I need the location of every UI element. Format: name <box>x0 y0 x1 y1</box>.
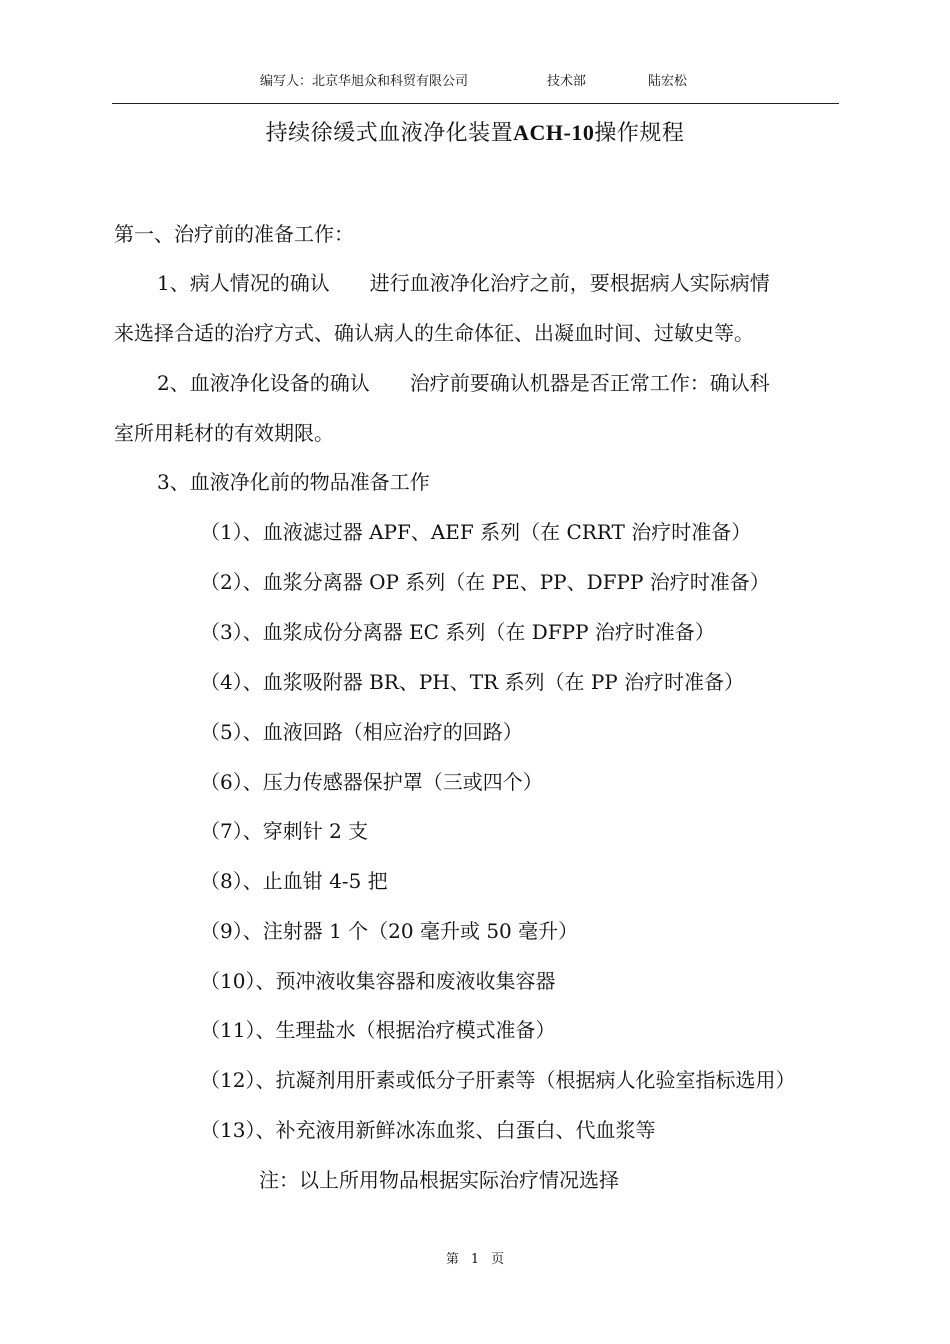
list-item: （13）、补充液用新鲜冰冻血浆、白蛋白、代血浆等 <box>200 1118 656 1142</box>
page-number: 1 <box>470 1252 480 1267</box>
list-item: （2）、血浆分离器 OP 系列（在 PE、PP、DFPP 治疗时准备） <box>200 570 770 594</box>
note: 注：以上所用物品根据实际治疗情况选择 <box>259 1168 619 1192</box>
section1-heading: 第一、治疗前的准备工作： <box>114 222 354 246</box>
footer-prefix: 第 <box>445 1252 459 1267</box>
title-suffix: 操作规程 <box>594 121 685 146</box>
list-item: （1）、血液滤过器 APF、AEF 系列（在 CRRT 治疗时准备） <box>200 520 752 544</box>
item2-line2: 室所用耗材的有效期限。 <box>114 421 334 445</box>
item1-line1: 1、病人情况的确认 进行血液净化治疗之前，要根据病人实际病情 <box>157 271 770 295</box>
list-item: （4）、血浆吸附器 BR、PH、TR 系列（在 PP 治疗时准备） <box>200 670 745 694</box>
document-title <box>0 116 950 147</box>
footer-suffix: 页 <box>491 1252 505 1267</box>
list-item: （7）、穿刺针 2 支 <box>200 819 369 843</box>
list-item: （8）、止血钳 4-5 把 <box>200 869 388 893</box>
list-item: （9）、注射器 1 个（20 毫升或 50 毫升） <box>200 919 579 943</box>
header-rule <box>112 103 839 104</box>
list-item: （5）、血液回路（相应治疗的回路） <box>200 720 523 744</box>
page-header <box>0 70 950 90</box>
list-item: （12）、抗凝剂用肝素或低分子肝素等（根据病人化验室指标选用） <box>200 1068 796 1092</box>
item1-line2: 来选择合适的治疗方式、确认病人的生命体征、出凝血时间、过敏史等。 <box>114 321 754 345</box>
list-item: （6）、压力传感器保护罩（三或四个） <box>200 770 543 794</box>
title-prefix: 持续徐缓式血液净化装置 <box>265 121 514 146</box>
list-item: （11）、生理盐水（根据治疗模式准备） <box>200 1018 556 1042</box>
page-footer <box>0 1248 950 1267</box>
item2-line1: 2、血液净化设备的确认 治疗前要确认机器是否正常工作：确认科 <box>157 371 770 395</box>
header-person: 陆宏松 <box>648 74 688 89</box>
item3-heading: 3、血液净化前的物品准备工作 <box>157 470 430 494</box>
header-department: 技术部 <box>547 74 587 89</box>
list-item: （10）、预冲液收集容器和废液收集容器 <box>200 969 556 993</box>
header-author: 编写人：北京华旭众和科贸有限公司 <box>260 74 469 89</box>
list-item: （3）、血浆成份分离器 EC 系列（在 DFPP 治疗时准备） <box>200 620 715 644</box>
title-model: ACH-10 <box>513 120 595 145</box>
